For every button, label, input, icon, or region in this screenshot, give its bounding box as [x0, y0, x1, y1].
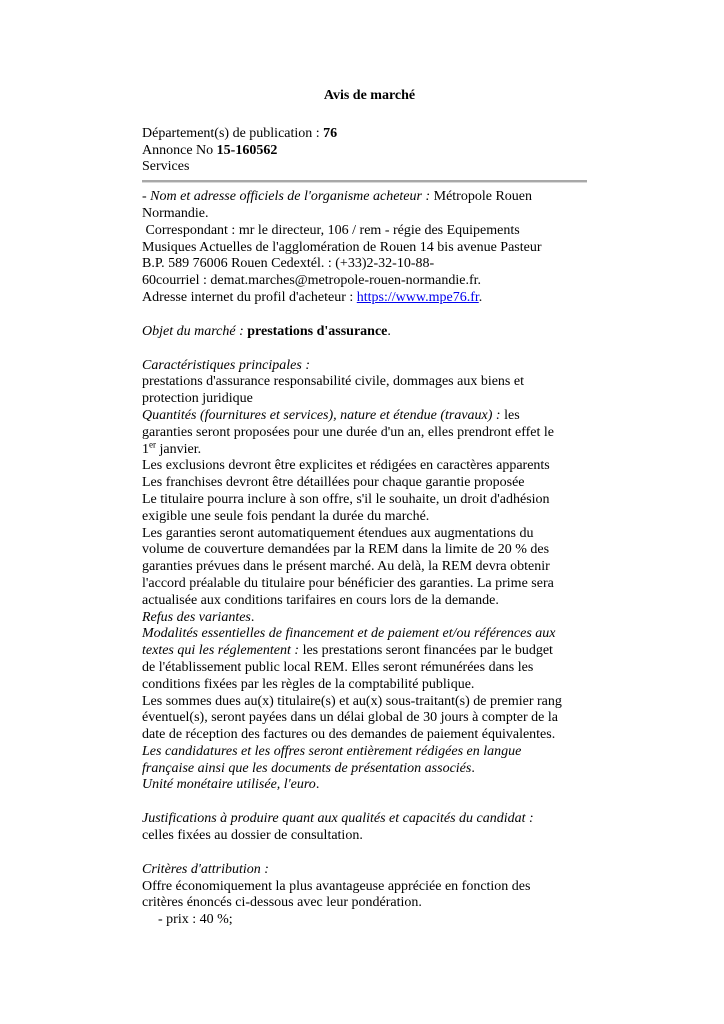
quantities-tail: les [504, 407, 520, 423]
criteria-item-price: - prix : 40 %; [158, 912, 233, 928]
modalites-line-2 [142, 643, 587, 660]
justifications-label [142, 811, 587, 828]
modalites-line-1 [142, 626, 587, 643]
modalites-label-1: Modalités essentielles de financement et de paiement et/ou références aux [142, 626, 556, 642]
currency-line [142, 777, 587, 794]
criteria-line-2: critères énoncés ci-dessous avec leur pondération. [142, 895, 422, 911]
characteristics-label [142, 358, 587, 375]
sommes-line-3: date de réception des factures ou des demandes de paiement équivalentes. [142, 727, 556, 743]
garanties-line-2: volume de couverture demandées par la REM dans la limite de 20 % des [142, 542, 550, 558]
buyer-name-1: Métropole Rouen [433, 189, 532, 205]
garanties-line-5: actualisée aux conditions tarifaires en cours lors de la demande. [142, 592, 499, 608]
department-label: Département(s) de publication : [142, 125, 324, 141]
candidatures-line-2 [142, 761, 587, 778]
document-body [142, 88, 587, 929]
justifications-value: celles fixées au dossier de consultation. [142, 828, 363, 844]
correspondent-line-3: B.P. 589 76006 Rouen Cedextél. : (+33)2-32-10-88- [142, 256, 435, 272]
candidatures-text-2: française ainsi que les documents de présentation associés [142, 760, 472, 776]
department-line [142, 126, 587, 143]
currency-text: Unité monétaire utilisée, l'euro [142, 777, 316, 793]
correspondent-line-2: Musiques Actuelles de l'agglomération de Rouen 14 bis avenue Pasteur [142, 239, 542, 255]
object-label: Objet du marché : [142, 323, 248, 339]
modalites-tail: les prestations seront financées par le budget [302, 643, 553, 659]
annonce-line [142, 143, 587, 160]
buyer-line-1 [142, 189, 587, 206]
market-type: Services [142, 159, 190, 175]
buyer-profile-label: Adresse internet du profil d'acheteur : [142, 289, 357, 305]
titulaire-line-1: Le titulaire pourra inclure à son offre, s'il le souhaite, un droit d'adhésion [142, 491, 550, 507]
criteria-line-1: Offre économiquement la plus avantageuse appréciée en fonction des [142, 878, 531, 894]
annonce-value: 15-160562 [216, 142, 278, 158]
buyer-profile-link[interactable]: https://www.mpe76.fr [356, 289, 479, 305]
buyer-label: - Nom et adresse officiels de l'organisme acheteur : [142, 189, 434, 205]
variants-line [142, 610, 587, 627]
characteristics-line-1: prestations d'assurance responsabilité civile, dommages aux biens et [142, 374, 524, 390]
exclusions-line: Les exclusions devront être explicites et rédigées en caractères apparents [142, 458, 550, 474]
quantities-label: Quantités (fournitures et services), nature et étendue (travaux) : [142, 407, 505, 423]
buyer-profile-end: . [478, 289, 483, 305]
quantities-date-tail: janvier. [156, 441, 202, 457]
variants-text: Refus des variantes [142, 609, 251, 625]
sommes-line-2: éventuel(s), seront payées dans un délai global de 30 jours à compter de la [142, 710, 558, 726]
page-title: Avis de marché [323, 88, 416, 103]
garanties-line-3: garanties prévues dans le présent marché. Au delà, la REM devra obtenir [142, 559, 550, 575]
candidatures-line-1 [142, 744, 587, 761]
criteria-label-text: Critères d'attribution : [142, 861, 269, 877]
correspondent-line-4: 60courriel : demat.marches@metropole-rouen-normandie.fr. [142, 273, 482, 289]
quantities-line-2: garanties seront proposées pour une durée d'un an, elles prendront effet le [142, 424, 555, 440]
garanties-line-1: Les garanties seront automatiquement étendues aux augmentations du [142, 525, 534, 541]
candidatures-end: . [471, 760, 475, 776]
object-end: . [387, 323, 391, 339]
modalites-line-3: de l'établissement public local REM. Elles seront rémunérées dans les [142, 659, 534, 675]
quantities-ordinal: 1 [142, 441, 149, 457]
buyer-profile-line [142, 290, 587, 307]
department-value: 76 [323, 125, 338, 141]
modalites-label-2: textes qui les réglementent : [142, 643, 303, 659]
currency-end: . [315, 777, 320, 793]
annonce-label: Annonce No [142, 142, 217, 158]
quantities-ordinal-sup: er [149, 438, 156, 449]
modalites-line-4: conditions fixées par les règles de la comptabilité publique. [142, 676, 475, 692]
object-value: prestations d'assurance [247, 323, 388, 339]
characteristics-line-2: protection juridique [142, 391, 253, 407]
criteria-label [142, 862, 587, 879]
separator-rule [142, 180, 587, 183]
titulaire-line-2: exigible une seule fois pendant la durée du marché. [142, 508, 430, 524]
quantities-line-3 [142, 438, 587, 459]
object-line [142, 324, 587, 341]
quantities-line-1 [142, 408, 587, 425]
variants-end: . [250, 609, 255, 625]
justifications-label-text: Justifications à produire quant aux qualités et capacités du candidat : [142, 811, 534, 827]
franchises-line: Les franchises devront être détaillées pour chaque garantie proposée [142, 475, 525, 491]
garanties-line-4: l'accord préalable du titulaire pour bénéficier des garanties. La prime sera [142, 575, 554, 591]
buyer-name-2: Normandie. [142, 205, 209, 221]
characteristics-label-text: Caractéristiques principales : [142, 357, 310, 373]
candidatures-text-1: Les candidatures et les offres seront entièrement rédigées en langue [142, 743, 522, 759]
sommes-line-1: Les sommes dues au(x) titulaire(s) et au(x) sous-traitant(s) de premier rang [142, 693, 562, 709]
correspondent-line-1: Correspondant : mr le directeur, 106 / rem - régie des Equipements [142, 222, 520, 238]
